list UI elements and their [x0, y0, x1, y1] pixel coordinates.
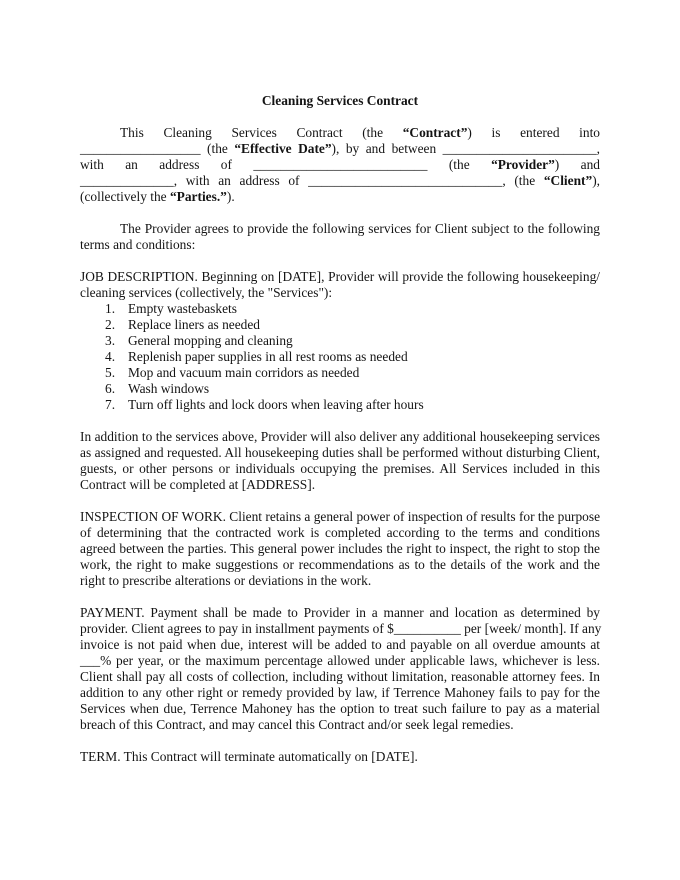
text-line: provider. Client agrees to pay in installment payments of $__________ per [week/ month]. If any [80, 621, 602, 636]
text-line: as assigned and requested. All housekeeping duties shall be performed without disturbing Client, [80, 445, 600, 460]
text-line: breach of this Contract, and may cancel this Contract and/or seek legal remedies. [80, 717, 514, 732]
text-line: Client shall pay all costs of collection, including without limitation, reasonable attorney fees. In [80, 669, 600, 684]
list-item-number: 7. [105, 397, 116, 412]
bold-term: “Parties.” [169, 189, 227, 204]
text-line: (collectively the “Parties.”). [80, 189, 235, 204]
payment-paragraph [80, 605, 600, 733]
document-title: Cleaning Services Contract [261, 93, 419, 108]
list-item-text: General mopping and cleaning [128, 333, 293, 348]
text-line: TERM. This Contract will terminate automatically on [DATE]. [80, 749, 418, 764]
text-line: of determining that the contracted work is completed according to the terms and conditions [80, 525, 600, 540]
text-line: ______________, with an address of _____________________________, (the “Client”), [80, 173, 600, 188]
text-line: addition to any other right or remedy provided by law, if Terrence Mahoney fails to pay for the [80, 685, 600, 700]
additional-services-paragraph [80, 429, 600, 493]
list-item-text: Replenish paper supplies in all rest rooms as needed [128, 349, 408, 364]
text-line: invoice is not paid when due, interest will be added to and payable on all overdue amounts at [80, 637, 600, 652]
bold-term: “Client” [543, 173, 593, 188]
text-line: cleaning services (collectively, the "Services"): [80, 285, 333, 300]
term-paragraph [80, 749, 600, 765]
text-line: terms and conditions: [80, 237, 196, 252]
text-line: This Cleaning Services Contract (the “Contract”) is entered into [120, 125, 600, 140]
text-line: Contract will be completed at [ADDRESS]. [80, 477, 316, 492]
bold-term: “Provider” [491, 157, 555, 172]
list-item-number: 4. [105, 349, 116, 364]
text-line: work, the right to make suggestions or recommendations as to the details of the work and the [80, 557, 600, 572]
list-item [80, 365, 600, 381]
list-item-number: 5. [105, 365, 116, 380]
text-line: JOB DESCRIPTION. Beginning on [DATE], Provider will provide the following housekeeping/ [80, 269, 600, 284]
text-line: Services when due, Terrence Mahoney has the option to treat such failure to pay as a material [80, 701, 600, 716]
text-line: with an address of __________________________ (the “Provider”) and [80, 157, 600, 172]
list-item-text: Turn off lights and lock doors when leaving after hours [128, 397, 424, 412]
list-item-text: Mop and vacuum main corridors as needed [128, 365, 360, 380]
text-line: In addition to the services above, Provider will also deliver any additional housekeeping services [80, 429, 600, 444]
list-item [80, 397, 600, 413]
text-line: The Provider agrees to provide the following services for Client subject to the following [120, 221, 600, 236]
text-line: PAYMENT. Payment shall be made to Provider in a manner and location as determined by [80, 605, 600, 620]
services-list [80, 301, 600, 413]
list-item-number: 1. [105, 301, 116, 316]
list-item-number: 2. [105, 317, 116, 332]
list-item [80, 301, 600, 317]
text-line: INSPECTION OF WORK. Client retains a general power of inspection of results for the purpose [80, 509, 601, 524]
text-line: agreed between the parties. This general power includes the right to inspect, the right to stop the [80, 541, 600, 556]
text-line: guests, or other persons or individuals occupying the premises. All Services included in this [80, 461, 600, 476]
job-description-paragraph [80, 269, 600, 301]
list-item [80, 317, 600, 333]
list-item [80, 381, 600, 397]
list-item-text: Wash windows [128, 381, 210, 396]
list-item [80, 349, 600, 365]
list-item-number: 3. [105, 333, 116, 348]
inspection-paragraph [80, 509, 600, 589]
list-item [80, 333, 600, 349]
intro-paragraph [80, 125, 600, 205]
text-line: __________________ (the “Effective Date”), by and between _______________________, [80, 141, 601, 156]
bold-term: “Contract” [402, 125, 468, 140]
services-intro-paragraph [80, 221, 600, 253]
list-item-text: Replace liners as needed [128, 317, 260, 332]
list-item-number: 6. [105, 381, 116, 396]
bold-term: “Effective Date” [234, 141, 332, 156]
text-line: right to prescribe alterations or deviations in the work. [80, 573, 372, 588]
list-item-text: Empty wastebaskets [128, 301, 237, 316]
text-line: ___% per year, or the maximum percentage allowed under applicable laws, whichever is less. [80, 653, 600, 668]
